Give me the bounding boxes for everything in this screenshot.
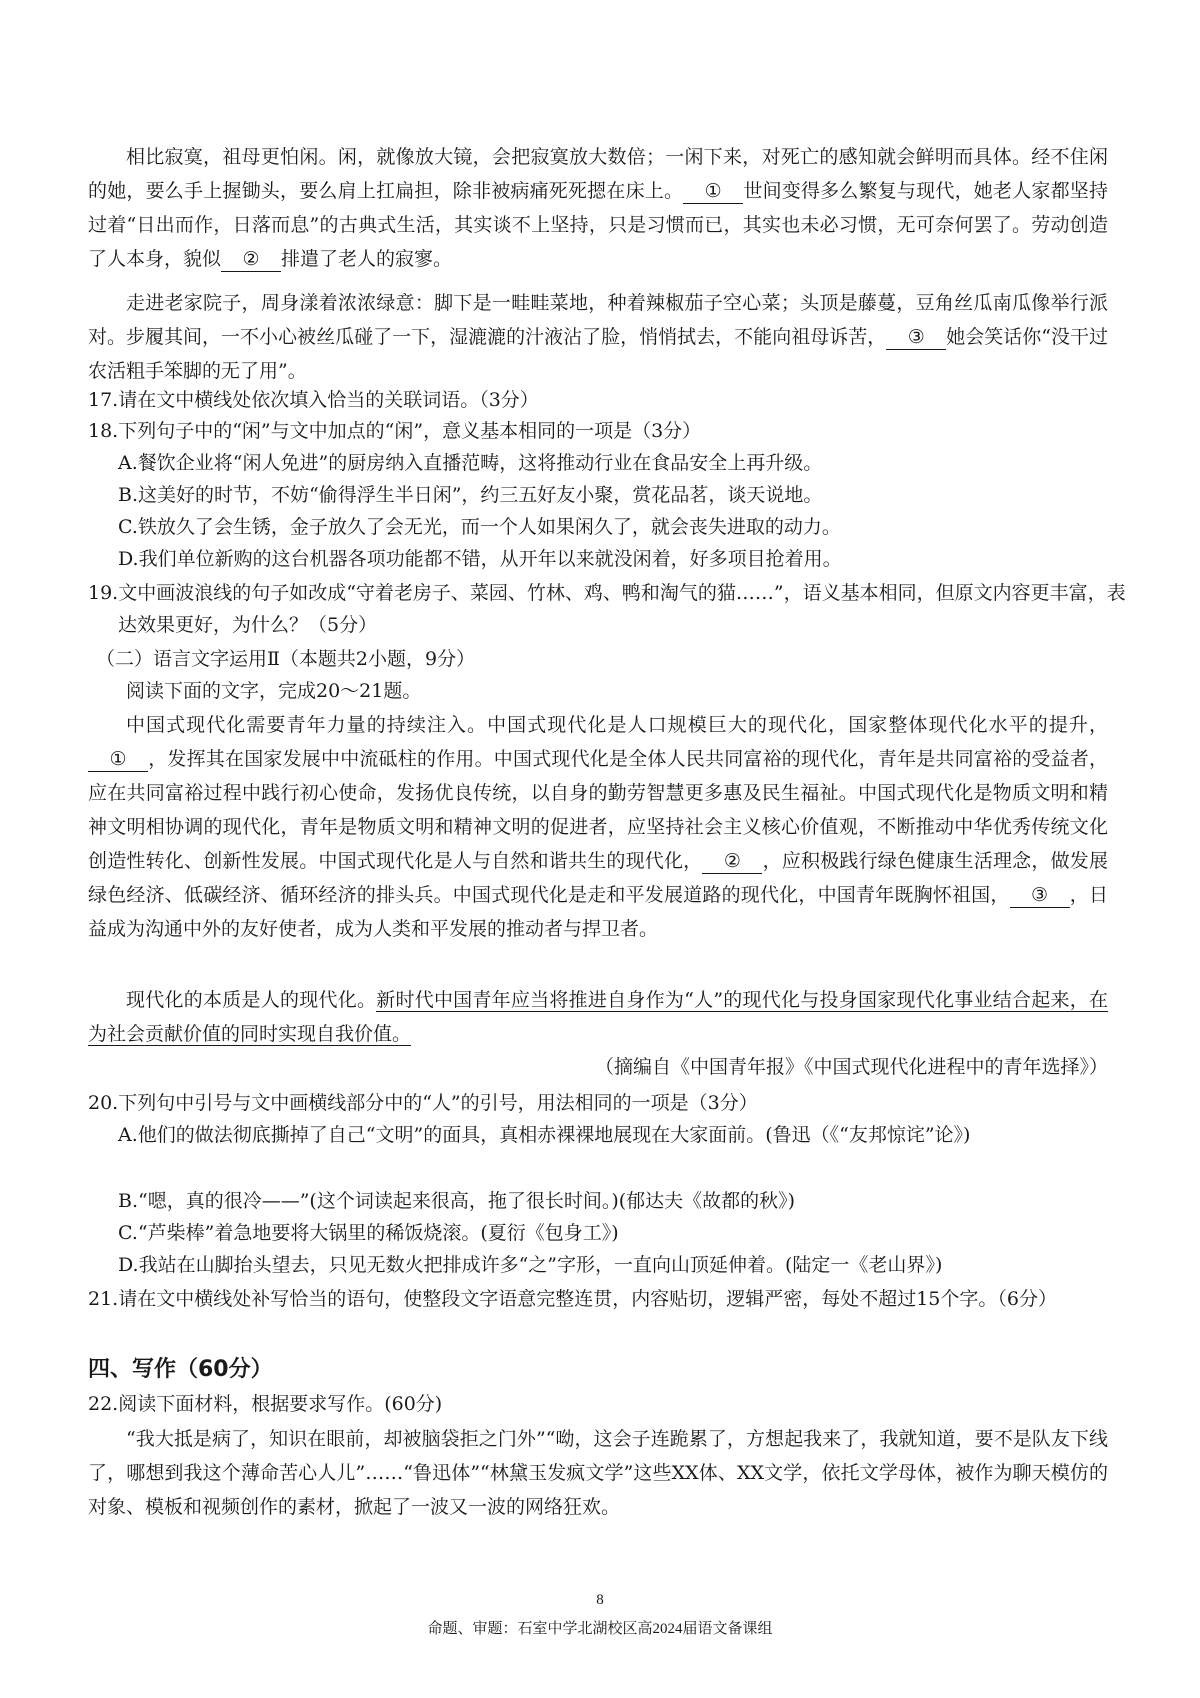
question-19: 19.文中画波浪线的句子如改成“守着老房子、菜园、竹林、鸡、鸭和淘气的猫……”，语义基本相同，但原文内容更丰富，表达效果更好，为什么？（5分）: [88, 582, 1126, 636]
section-2-instruction: 阅读下面的文字，完成20～21题。: [126, 680, 422, 702]
page-number: 8: [596, 1592, 604, 1608]
question-20-option-d: D.我站在山脚抬头望去，只见无数火把排成许多“之”字形，一直向山顶延伸着。(陆定一《老山界》): [118, 1254, 943, 1276]
passage1-paragraph2: [88, 286, 1108, 388]
question-22-material: “我大抵是病了，知识在眼前，却被脑袋拒之门外”“呦，这会子连跪累了，方想起我来了，我就知道，要不是队友下线了，哪想到我这个薄命苦心人儿”……“鲁迅体”“林黛玉发疯文学”这些XX体、XX文学，依托文学母体，被作为聊天模仿的对象、模板和视频创作的素材，掀起了一波又一波的网络狂欢。: [88, 1428, 1108, 1518]
passage2-text: 现代化的本质是人的现代化。: [126, 989, 377, 1011]
section-2-title: （二）语言文字运用Ⅱ（本题共2小题，9分）: [96, 648, 476, 670]
passage2-text: ，应积极践行绿色健康生活理念，做发展绿色经济、低碳经济、循环经济的排头兵。中国式现代化是走和平发展道路的现代化，中国青年既胸怀祖国，: [88, 850, 1108, 906]
question-18-option-a: A.餐饮企业将“闲人免进”的厨房纳入直播范畴，这将推动行业在食品安全上再升级。: [118, 452, 823, 474]
passage1-text: 她会笑话你“没干过农活粗手笨脚的无了用”。: [88, 326, 1108, 382]
passage1-text: 走进老家院子，周身漾着浓浓绿意：脚下是一畦畦菜地，种着辣椒茄子空心菜；头顶是藤蔓，豆角丝瓜南瓜像举行派对。步履其间，一不小心被丝瓜碰了一下，湿漉漉的汁液沾了脸，悄悄拭去，不能向祖母诉苦，: [88, 292, 1108, 348]
footer-credit: 命题、审题：石室中学北湖校区高2024届语文备课组: [427, 1621, 773, 1637]
passage1-text: 相比寂寞，祖母更怕闲。闲，就像放大镜，会把寂寞放大数倍；一闲下来，对死亡的感知就会鲜明而具体。经不住闲的她，要么手上握锄头，要么肩上扛扁担，除非被病痛死死摁在床上。: [88, 146, 1108, 202]
passage2-paragraph2: [88, 983, 1108, 1051]
passage2-text: ，发挥其在国家发展中中流砥柱的作用。中国式现代化是全体人民共同富裕的现代化，青年是共同富裕的受益者，应在共同富裕过程中践行初心使命，发扬优良传统，以自身的勤劳智慧更多惠及民生福祉。中国式现代化是物质文明和精神文明相协调的现代化，青年是物质文明和精神文明的促进者，应坚持社会主义核心价值观，不断推动中华优秀传统文化创造性转化、创新性发展。中国式现代化是人与自然和谐共生的现代化，: [88, 748, 1108, 872]
answer-blank-1: ①: [683, 179, 743, 204]
passage1-paragraph1: [88, 140, 1108, 276]
question-21: 21.请在文中横线处补写恰当的语句，使整段文字语意完整连贯，内容贴切，逻辑严密，每处不超过15个字。（6分）: [88, 1288, 1057, 1310]
section-4-title: 四、写作（60分）: [88, 1357, 273, 1382]
passage2-text: ，日益成为沟通中外的友好使者，成为人类和平发展的推动者与捍卫者。: [88, 884, 1108, 940]
answer-blank-2: ②: [221, 247, 281, 272]
passage2-paragraph1: [88, 708, 1108, 946]
passage2-text: 中国式现代化需要青年力量的持续注入。中国式现代化是人口规模巨大的现代化，国家整体现代化水平的提升，: [126, 714, 1108, 736]
passage2-source: （摘编自《中国青年报》《中国式现代化进程中的青年选择》）: [594, 1056, 1108, 1078]
question-18-stem: 18.下列句子中的“闲”与文中加点的“闲”，意义基本相同的一项是（3分）: [88, 420, 702, 442]
answer-blank-1: ①: [88, 747, 148, 772]
passage1-text: 排遣了老人的寂寥。: [281, 248, 453, 270]
answer-blank-2: ②: [702, 849, 762, 874]
underlined-sentence: 新时代中国青年应当将推进自身作为“人”的现代化与投身国家现代化事业结合起来，在为社会贡献价值的同时实现自我价值。: [88, 989, 1108, 1045]
question-17: 17.请在文中横线处依次填入恰当的关联词语。（3分）: [88, 389, 539, 411]
question-18-option-d: D.我们单位新购的这台机器各项功能都不错，从开年以来就没闲着，好多项目抢着用。: [118, 548, 842, 570]
question-20-stem: 20.下列句中引号与文中画横线部分中的“人”的引号，用法相同的一项是（3分）: [88, 1092, 758, 1114]
answer-blank-3: ③: [1010, 883, 1070, 908]
answer-blank-3: ③: [886, 325, 946, 350]
question-20-option-a: A.他们的做法彻底撕掉了自己“文明”的面具，真相赤裸裸地展现在大家面前。(鲁迅（《“友邦惊诧”论》): [118, 1124, 971, 1146]
question-20-option-b: B.“嗯，真的很冷——”(这个词读起来很高，拖了很长时间。)(郁达夫《故都的秋》): [118, 1190, 796, 1212]
passage1-text: 世间变得多么繁复与现代，她老人家都坚持过着“日出而作，日落而息”的古典式生活，其实谈不上坚持，只是习惯而已，其实也未必习惯，无可奈何罢了。劳动创造了人本身，貌似: [88, 180, 1108, 270]
question-18-option-b: B.这美好的时节，不妨“偷得浮生半日闲”，约三五好友小聚，赏花品茗，谈天说地。: [118, 484, 823, 506]
question-20-option-c: C.“芦柴棒”着急地要将大锅里的稀饭烧滚。(夏衍《包身工》): [118, 1222, 619, 1244]
question-18-option-c: C.铁放久了会生锈，金子放久了会无光，而一个人如果闲久了，就会丧失进取的动力。: [118, 516, 841, 538]
question-22-stem: 22.阅读下面材料，根据要求写作。(60分): [88, 1393, 443, 1415]
